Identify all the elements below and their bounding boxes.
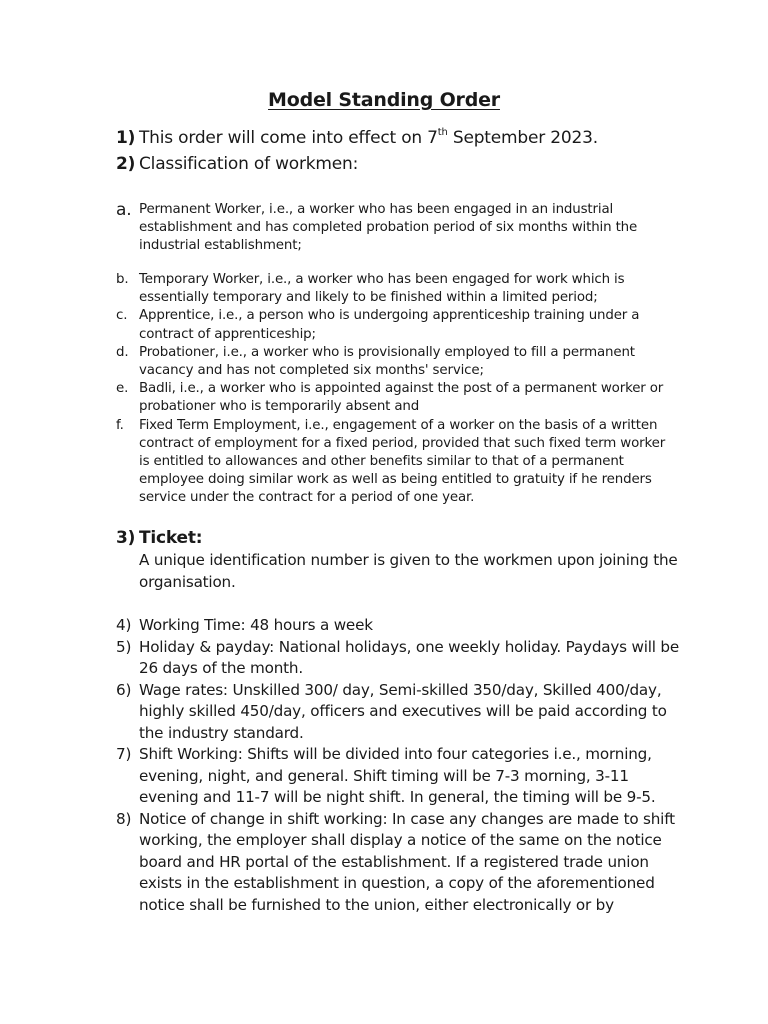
list-item	[116, 637, 686, 680]
list-marker: d.	[116, 344, 129, 360]
item-text: This order will come into effect on 7	[139, 128, 438, 148]
item-text: Classification of workmen:	[139, 154, 359, 174]
list-text: Probationer, i.e., a worker who is provisionally employed to fill a permanent vacancy and has not completed six months' service;	[139, 344, 635, 379]
item-number: 3)	[116, 528, 136, 548]
list-marker: a.	[116, 200, 132, 220]
list-text: Working Time: 48 hours a week	[139, 616, 373, 634]
list-marker: e.	[116, 381, 129, 397]
list-marker: 7)	[116, 745, 132, 763]
list-item	[116, 344, 676, 380]
list-text: Fixed Term Employment, i.e., engagement of a worker on the basis of a written contract of employment for a fixed period, provided that such fixed term worker is entitled to allowances and other benefits similar to that of a permanent employee doing similar work as well as being entitled to gratuity if he renders service under the contract for a period of one year.	[139, 417, 666, 506]
list-text: Holiday & payday: National holidays, one weekly holiday. Paydays will be 26 days of the month.	[139, 637, 680, 677]
list-marker: 8)	[116, 809, 132, 828]
list-marker: b.	[116, 272, 129, 287]
numbered-list	[116, 615, 686, 916]
ticket-heading-text: Ticket:	[139, 528, 203, 548]
list-item	[116, 307, 676, 343]
item-number: 1)	[116, 128, 136, 148]
list-item	[116, 380, 676, 416]
ticket-body: A unique identification number is given to the workmen upon joining the organisation.	[139, 551, 678, 591]
list-item	[116, 680, 686, 745]
item-superscript: th	[437, 127, 448, 138]
list-item	[116, 615, 686, 637]
list-text: Apprentice, i.e., a person who is undergoing apprenticeship training under a contract of apprenticeship;	[139, 308, 640, 342]
list-text: Shift Working: Shifts will be divided into four categories i.e., morning, evening, night, and general. Shift timing will be 7-3 morning, 3-11 evening and 11-7 will be night shift. In general, the timing will be 9-5.	[139, 745, 656, 806]
item-classification-heading	[116, 153, 358, 175]
list-marker: c.	[116, 308, 128, 324]
classification-list	[116, 271, 676, 508]
list-item	[116, 744, 686, 809]
ticket-heading	[116, 527, 202, 549]
list-marker: f.	[116, 417, 124, 433]
list-item	[116, 201, 676, 256]
item-text-after: September 2023.	[447, 128, 598, 148]
list-marker: 6)	[116, 680, 132, 699]
list-marker: 4)	[116, 616, 132, 634]
list-marker: 5)	[116, 637, 132, 656]
list-text: Wage rates: Unskilled 300/ day, Semi-skilled 350/day, Skilled 400/day, highly skilled 450/day, officers and executives will be paid according to the industry standard.	[139, 680, 667, 742]
list-text: Badli, i.e., a worker who is appointed against the post of a permanent worker or probationer who is temporarily absent and	[139, 381, 664, 415]
list-text: Permanent Worker, i.e., a worker who has been engaged in an industrial establishment and has completed probation period of six months within the industrial establishment;	[139, 202, 638, 254]
list-text: Temporary Worker, i.e., a worker who has been engaged for work which is essentially temporary and likely to be finished within a limited period;	[139, 272, 625, 306]
classification-list-a	[116, 201, 676, 256]
item-effective-date	[116, 127, 598, 149]
list-item	[116, 271, 676, 307]
list-item	[116, 417, 676, 508]
item-number: 2)	[116, 154, 136, 174]
document-title: Model Standing Order	[268, 89, 500, 111]
list-item	[116, 809, 686, 917]
list-text: Notice of change in shift working: In case any changes are made to shift working, the employer shall display a notice of the same on the notice board and HR portal of the establishment. If a registered trade union exists in the establishment in question, a copy of the aforementioned notice shall be furnished to the union, either electronically or by	[139, 809, 675, 914]
